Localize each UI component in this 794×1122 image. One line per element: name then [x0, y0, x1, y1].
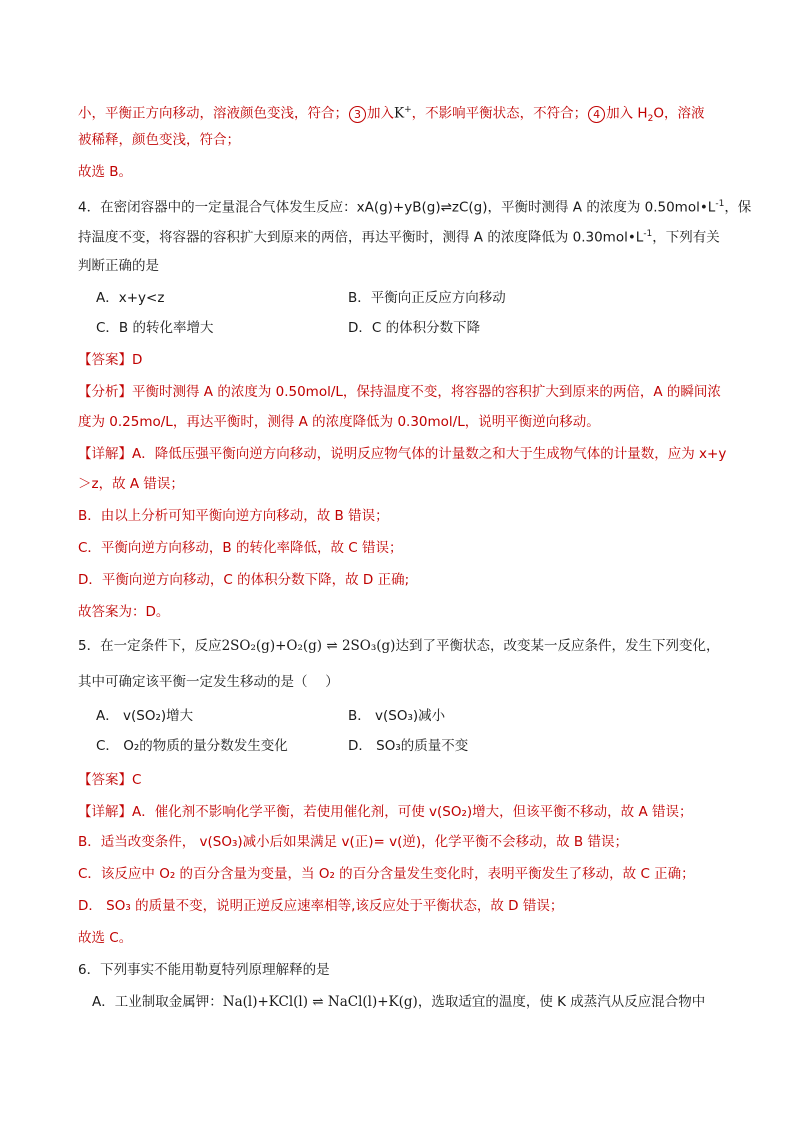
circled-number-4: 4	[588, 106, 605, 123]
q6-option-a-line-1: A．工业制取金属钾：Na(l)+KCl(l) ⇌ NaCl(l)+K(g)，选取适宜的温度，使 K 成蒸汽从反应混合物中	[92, 994, 706, 1010]
q6-stem: 6．下列事实不能用勒夏特列原理解释的是	[78, 962, 330, 978]
q4-analysis-line-2: 度为 0.25mo/L，再达平衡时，测得 A 的浓度降低为 0.30mol/L，说明平衡逆向移动。	[78, 414, 600, 430]
prev-solution-line-2: 被稀释，颜色变浅，符合；	[78, 132, 240, 148]
q5-detail-line-3: C．该反应中 O₂ 的百分含量为变量，当 O₂ 的百分含量发生变化时，表明平衡发生了移动，故 C 正确；	[78, 866, 695, 882]
q5-option-d: D． SO₃的质量不变	[348, 738, 469, 754]
q4-detail-line-1: 【详解】A．降低压强平衡向逆方向移动，说明反应物气体的计量数之和大于生成物气体的计量数，应为 x+y	[78, 446, 727, 462]
q4-option-b: B．平衡向正反应方向移动	[348, 290, 506, 306]
q5-detail-line-2: B．适当改变条件， v(SO₃)减小后如果满足 v(正)= v(逆)，化学平衡不会移动，故 B 错误；	[78, 834, 628, 850]
q5-stem-line-1: 5．在一定条件下，反应2SO₂(g)+O₂(g) ⇌ 2SO₃(g)达到了平衡状态，改变某一反应条件，发生下列变化，	[78, 638, 720, 654]
q4-option-c: C．B 的转化率增大	[96, 320, 214, 336]
q6-equation: Na(l)+KCl(l) ⇌ NaCl(l)+K(g)	[222, 994, 418, 1010]
q4-stem-line-1: 4．在密闭容器中的一定量混合气体发生反应：xA(g)+yB(g)⇌zC(g)，平衡时测得 A 的浓度为 $0.50mol•L^{-1}$，保	[78, 199, 752, 216]
q4-conclusion: 故答案为：D。	[78, 604, 170, 620]
circled-number-3: 3	[349, 106, 366, 123]
q5-detail-line-4: D． SO₃ 的质量不变，说明正逆反应速率相等,该反应处于平衡状态，故 D 错误；	[78, 898, 564, 914]
q5-detail-line-1: 【详解】A．催化剂不影响化学平衡，若使用催化剂，可使 v(SO₂)增大，但该平衡不移动，故 A 错误；	[78, 804, 693, 820]
q4-option-d: D．C 的体积分数下降	[348, 320, 481, 336]
q4-detail-line-3: B．由以上分析可知平衡向逆方向移动，故 B 错误；	[78, 508, 389, 524]
q4-stem-line-2: 持温度不变，将容器的容积扩大到原来的两倍，再达平衡时，测得 A 的浓度降低为 $0.30mol•L^{-1}$，下列有关	[78, 229, 720, 246]
q5-conclusion: 故选 C。	[78, 930, 133, 946]
q4-stem-line-3: 判断正确的是	[78, 258, 159, 274]
prev-conclusion: 故选 B。	[78, 164, 133, 180]
q5-equation: 2SO₂(g)+O₂(g) ⇌ 2SO₃(g)	[221, 638, 396, 654]
q5-option-b: B． v(SO₃)减小	[348, 708, 446, 724]
q5-stem-line-2: 其中可确定该平衡一定发生移动的是（ ）	[78, 674, 339, 690]
q4-answer: 【答案】D	[78, 352, 143, 368]
q5-option-a: A． v(SO₂)增大	[96, 708, 194, 724]
q4-option-a: A．x+y<z	[96, 290, 165, 306]
q5-answer: 【答案】C	[78, 772, 142, 788]
q4-analysis-line-1: 【分析】平衡时测得 A 的浓度为 0.50mol/L，保持温度不变，将容器的容积扩大到原来的两倍，A 的瞬间浓	[78, 384, 721, 400]
q4-detail-line-4: C．平衡向逆方向移动，B 的转化率降低，故 C 错误；	[78, 540, 403, 556]
q4-detail-line-2: ＞z，故 A 错误；	[78, 476, 184, 492]
q4-detail-line-5: D．平衡向逆方向移动，C 的体积分数下降，故 D 正确;	[78, 572, 410, 588]
prev-solution-line-1: 小，平衡正方向移动，溶液颜色变浅，符合； 3 加入K+，不影响平衡状态，不符合； 4 加入 $H_2O$，溶液	[78, 105, 705, 125]
q5-option-c: C． O₂的物质的量分数发生变化	[96, 738, 288, 754]
